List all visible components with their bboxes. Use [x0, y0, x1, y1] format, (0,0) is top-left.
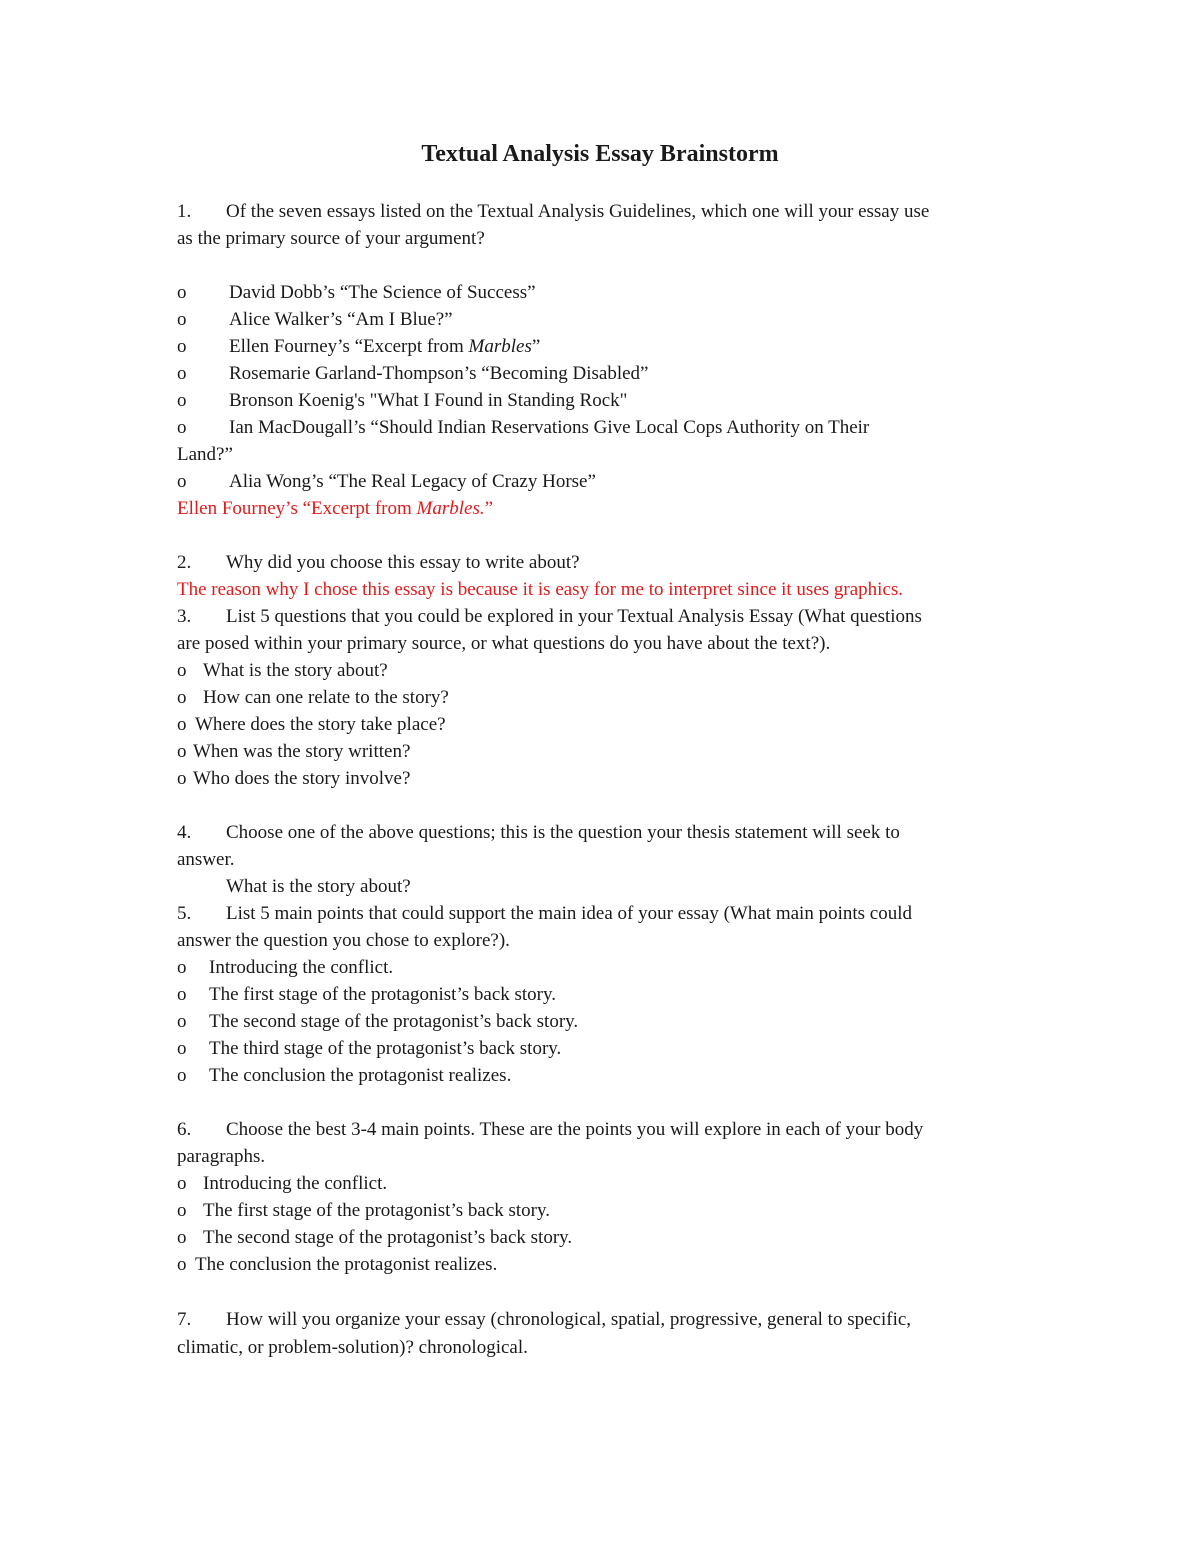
list-item: o What is the story about?	[177, 657, 388, 684]
question-number: 5.	[177, 903, 192, 924]
question-4	[177, 819, 900, 846]
bullet-marker: o	[177, 714, 187, 735]
answer-1: Ellen Fourney’s “Excerpt from Marbles.”	[177, 498, 494, 519]
answer-4: What is the story about?	[226, 876, 411, 897]
question-6-continuation: paragraphs.	[177, 1146, 266, 1167]
list-item: o Introducing the conflict.	[177, 954, 393, 981]
question-number: 7.	[177, 1309, 192, 1330]
bullet-marker: o	[177, 957, 187, 978]
question-2	[177, 549, 580, 576]
bullet-marker: o	[177, 984, 187, 1005]
list-item: o The conclusion the protagonist realizes.	[177, 1062, 511, 1089]
question-text: List 5 questions that you could be explored in your Textual Analysis Essay (What questions	[226, 606, 922, 627]
list-item: o Where does the story take place?	[177, 711, 446, 738]
question-text: Choose one of the above questions; this is the question your thesis statement will seek to	[226, 822, 900, 843]
question-7-continuation: climatic, or problem-solution)? chronological.	[177, 1337, 528, 1358]
bullet-marker: o	[177, 309, 187, 330]
bullet-marker: o	[177, 417, 187, 438]
question-text: Choose the best 3-4 main points. These are the points you will explore in each of your body	[226, 1119, 924, 1140]
question-number: 2.	[177, 552, 192, 573]
bullet-marker: o	[177, 1011, 187, 1032]
question-6	[177, 1116, 923, 1143]
question-1	[177, 198, 929, 225]
list-item: o Bronson Koenig's "What I Found in Standing Rock"	[177, 387, 627, 414]
list-item: o Introducing the conflict.	[177, 1170, 387, 1197]
question-3	[177, 603, 922, 630]
answer-2: The reason why I chose this essay is because it is easy for me to interpret since it uses graphics.	[177, 579, 904, 600]
bullet-marker: o	[177, 390, 187, 411]
list-item: o How can one relate to the story?	[177, 684, 449, 711]
bullet-marker: o	[177, 336, 187, 357]
question-text: Of the seven essays listed on the Textual Analysis Guidelines, which one will your essay use	[226, 201, 930, 222]
bullet-marker: o	[177, 471, 187, 492]
bullet-marker: o	[177, 363, 187, 384]
list-item: o Who does the story involve?	[177, 765, 410, 792]
question-number: 1.	[177, 201, 192, 222]
question-text: Why did you choose this essay to write about?	[226, 552, 580, 573]
bullet-marker: o	[177, 282, 187, 303]
question-text: List 5 main points that could support the main idea of your essay (What main points could	[226, 903, 912, 924]
question-4-continuation: answer.	[177, 849, 235, 870]
bullet-marker: o	[177, 1038, 187, 1059]
bullet-marker: o	[177, 741, 187, 762]
question-5	[177, 900, 912, 927]
list-item: o When was the story written?	[177, 738, 410, 765]
list-item: o The second stage of the protagonist’s back story.	[177, 1008, 578, 1035]
question-7	[177, 1306, 911, 1333]
list-item: o Ellen Fourney’s “Excerpt from Marbles”	[177, 333, 540, 360]
bullet-marker: o	[177, 687, 187, 708]
bullet-marker: o	[177, 1227, 187, 1248]
list-item: o The first stage of the protagonist’s back story.	[177, 1197, 550, 1224]
question-3-continuation: are posed within your primary source, or what questions do you have about the text?).	[177, 633, 831, 654]
list-item: o Ian MacDougall’s “Should Indian Reservations Give Local Cops Authority on Their	[177, 414, 869, 441]
question-number: 3.	[177, 606, 192, 627]
list-item: o Alice Walker’s “Am I Blue?”	[177, 306, 453, 333]
list-item-continuation: Land?”	[177, 444, 233, 465]
list-item: o The third stage of the protagonist’s back story.	[177, 1035, 561, 1062]
bullet-marker: o	[177, 1065, 187, 1086]
bullet-marker: o	[177, 1254, 187, 1275]
list-item: o David Dobb’s “The Science of Success”	[177, 279, 536, 306]
list-item: o Rosemarie Garland-Thompson’s “Becoming Disabled”	[177, 360, 648, 387]
list-item: o The conclusion the protagonist realizes.	[177, 1251, 497, 1278]
bullet-marker: o	[177, 1173, 187, 1194]
question-text: How will you organize your essay (chronological, spatial, progressive, general to specific,	[226, 1309, 912, 1330]
question-number: 6.	[177, 1119, 192, 1140]
list-item: o The first stage of the protagonist’s back story.	[177, 981, 556, 1008]
question-1-continuation: as the primary source of your argument?	[177, 228, 485, 249]
question-number: 4.	[177, 822, 192, 843]
bullet-marker: o	[177, 660, 187, 681]
document-title: Textual Analysis Essay Brainstorm	[421, 141, 779, 167]
bullet-marker: o	[177, 1200, 187, 1221]
list-item: o Alia Wong’s “The Real Legacy of Crazy Horse”	[177, 468, 596, 495]
bullet-marker: o	[177, 768, 187, 789]
list-item: o The second stage of the protagonist’s back story.	[177, 1224, 572, 1251]
question-5-continuation: answer the question you chose to explore?).	[177, 930, 510, 951]
